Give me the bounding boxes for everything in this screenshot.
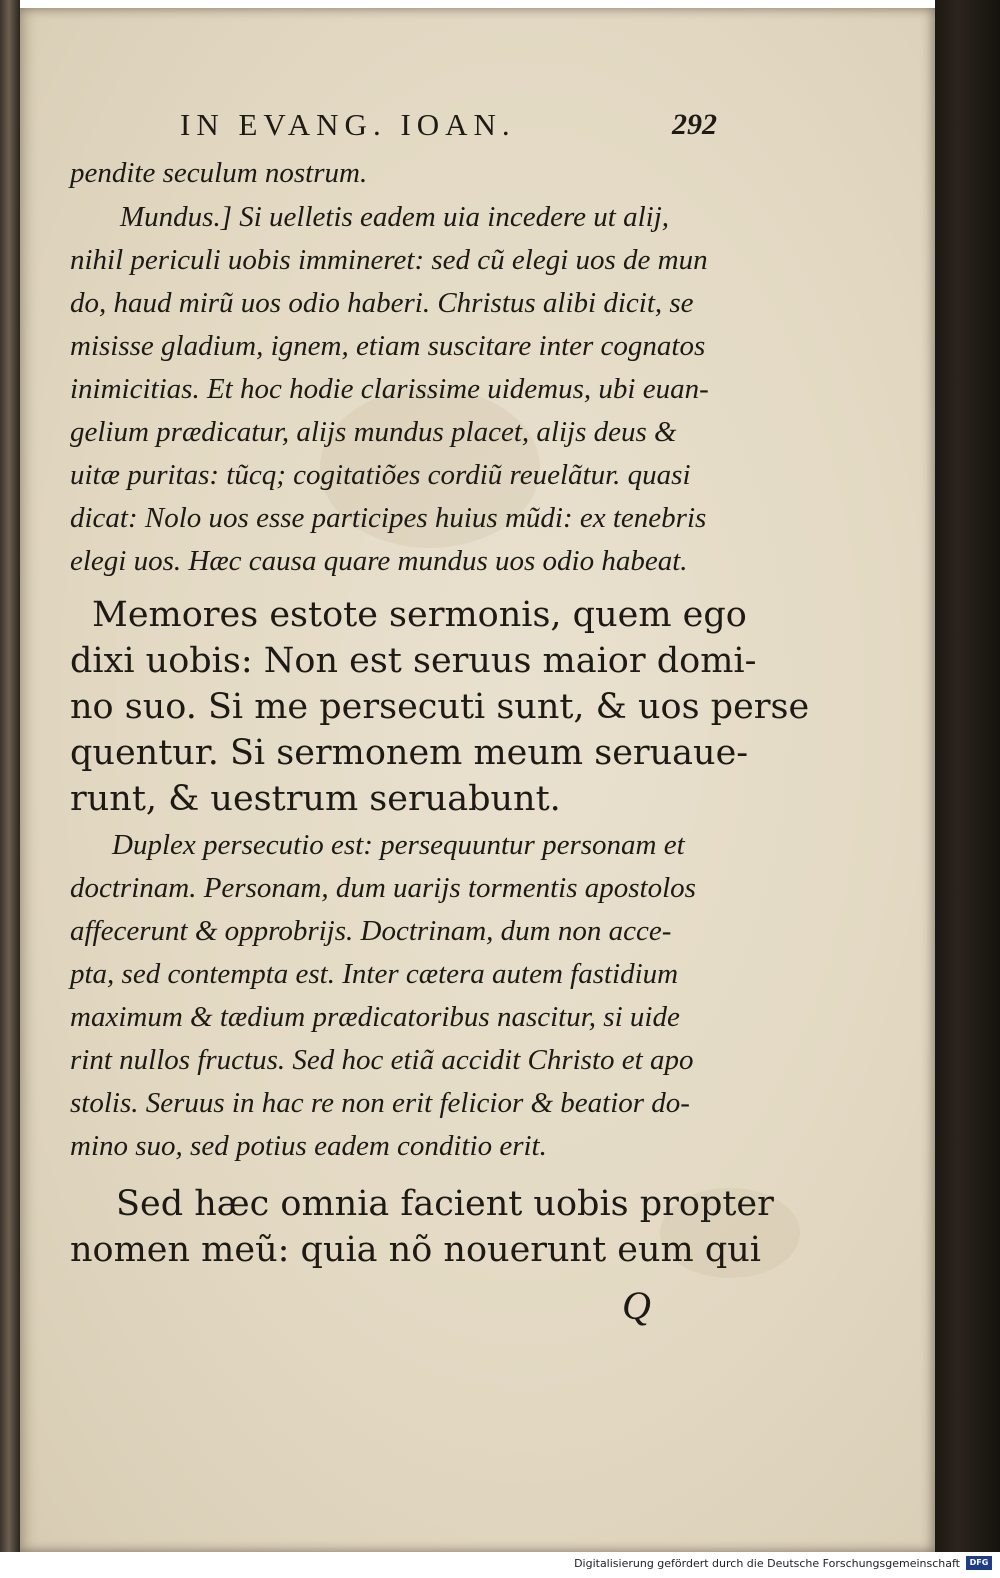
text-line: uitæ puritas: tũcq; cogitatiões cordiũ reuelãtur. quasi [70, 459, 691, 491]
text-line: misisse gladium, ignem, etiam suscitare inter cognatos [70, 330, 706, 362]
text-line: Sed hæc omnia facient uobis propter [116, 1184, 774, 1224]
text-line: Memores estote sermonis, quem ego [92, 595, 747, 635]
text-line: nihil periculi uobis immineret: sed cũ elegi uos de mun [70, 244, 708, 276]
commentary-paragraph [70, 824, 730, 1168]
book-edge-right [935, 0, 1000, 1552]
text-line: dixi uobis: Non est seruus maior domi- [70, 641, 757, 681]
text-line: pendite seculum nostrum. [70, 157, 368, 189]
book-binding-left [0, 0, 20, 1552]
text-line: maximum & tædium prædicatoribus nascitur, si uide [70, 1001, 680, 1033]
text-line: inimicitias. Et hoc hodie clarissime uidemus, ubi euan- [70, 373, 709, 405]
text-line: stolis. Seruus in hac re non erit felicior & beatior do- [70, 1087, 690, 1119]
text-line: rint nullos fructus. Sed hoc etiã accidit Christo et apo [70, 1044, 694, 1076]
text-line: affecerunt & opprobrijs. Doctrinam, dum non acce- [70, 915, 672, 947]
scripture-paragraph [70, 1181, 774, 1273]
text-line: pta, sed contempta est. Inter cætera autem fastidium [70, 958, 679, 990]
text-line: runt, & uestrum seruabunt. [70, 779, 561, 819]
digitization-credit: Digitalisierung gefördert durch die Deutsche Forschungsgemeinschaft [574, 1557, 960, 1570]
catchword: Q [622, 1283, 651, 1328]
running-head: IN EVANG. IOAN. [180, 107, 516, 142]
text-line: dicat: Nolo uos esse participes huius mũdi: ex tenebris [70, 502, 707, 534]
text-line: doctrinam. Personam, dum uarijs tormentis apostolos [70, 872, 696, 904]
commentary-paragraph [70, 196, 730, 583]
text-line: mino suo, sed potius eadem conditio erit. [70, 1130, 547, 1162]
text-line: quentur. Si sermonem meum seruaue- [70, 733, 749, 773]
scripture-paragraph [70, 592, 810, 822]
text-line: Mundus.] Si uelletis eadem uia incedere ut alij, [120, 201, 670, 233]
text-line: Duplex persecutio est: persequuntur personam et [112, 829, 685, 861]
text-line: elegi uos. Hæc causa quare mundus uos odio habeat. [70, 545, 688, 577]
text-line: nomen meũ: quia nõ nouerunt eum qui [70, 1230, 761, 1270]
commentary-paragraph [70, 152, 730, 195]
page-number: 292 [672, 108, 717, 141]
text-line: gelium prædicatur, alijs mundus placet, alijs deus & [70, 416, 677, 448]
text-line: no suo. Si me persecuti sunt, & uos perse [70, 687, 810, 727]
dfg-logo: DFG [966, 1556, 992, 1570]
text-line: do, haud mirũ uos odio haberi. Christus alibi dicit, se [70, 287, 694, 319]
